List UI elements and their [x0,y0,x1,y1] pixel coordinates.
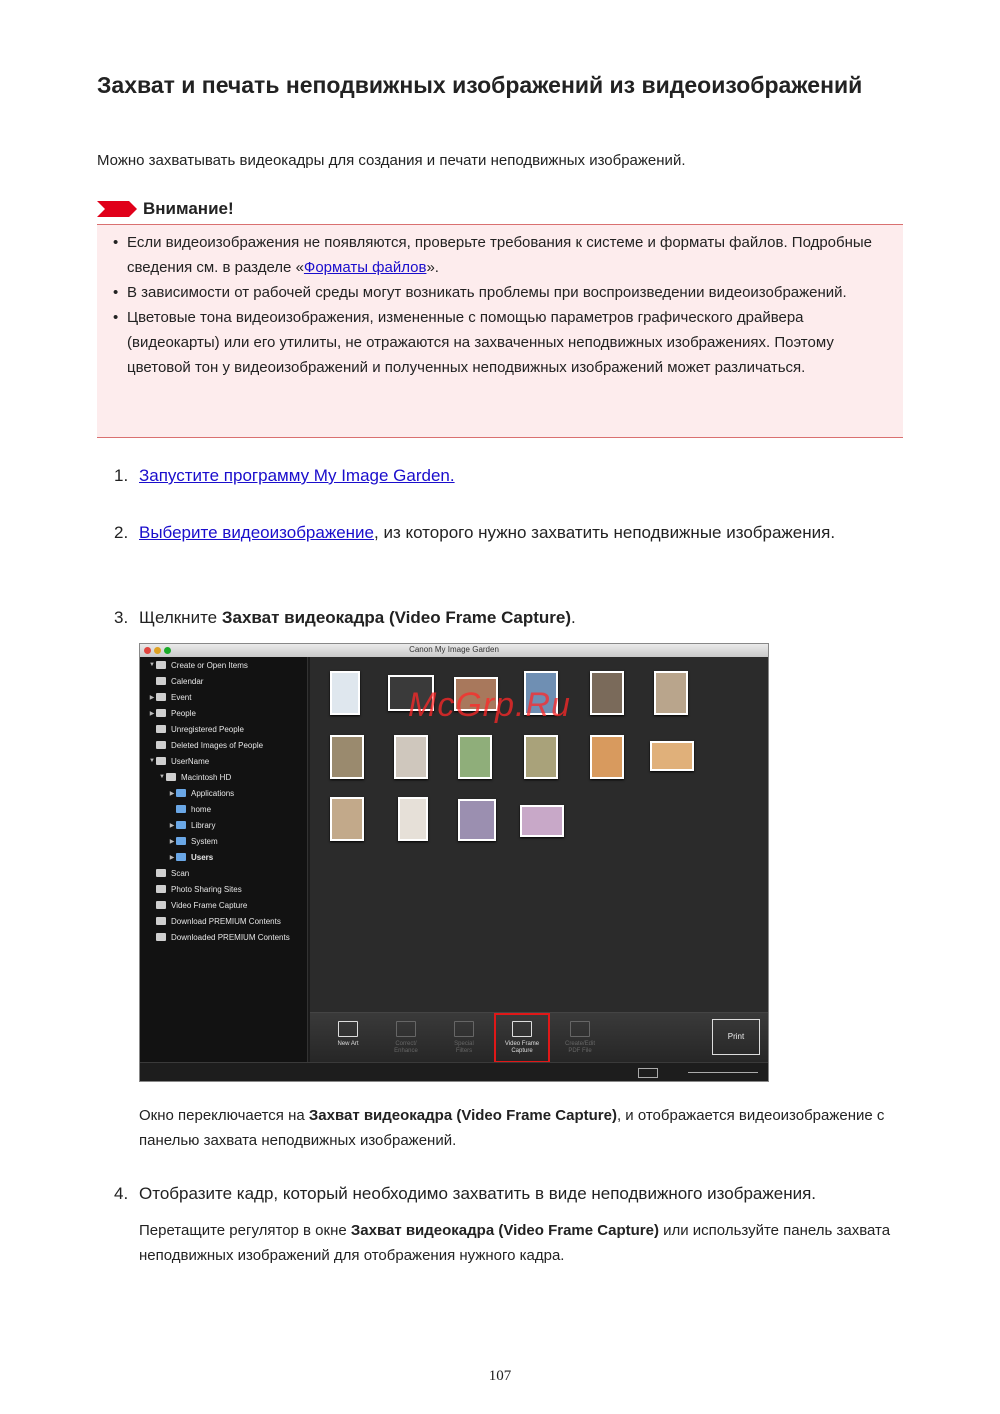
sidebar-item[interactable] [148,738,263,752]
disclosure-arrow-icon[interactable]: ▶ [149,694,155,701]
disclosure-arrow-icon[interactable]: ▼ [149,758,155,764]
folder-icon [176,789,186,797]
sidebar-item-label: Deleted Images of People [171,740,264,750]
item-icon [156,741,166,749]
tool-label: New Art [337,1041,359,1047]
disclosure-arrow-icon[interactable]: ▼ [159,774,165,780]
page-number: 107 [488,1368,512,1384]
sidebar-item[interactable] [158,770,231,784]
file-formats-link[interactable]: Форматы файлов [303,259,427,276]
toolbar-tool-button[interactable] [380,1015,432,1061]
toolbar-tool-button[interactable] [496,1015,548,1061]
step-text: Отобразите кадр, который необходимо захватить в виде неподвижного изображения. [139,1184,817,1203]
sidebar-item-label: Unregistered People [171,724,244,734]
sidebar-item[interactable] [168,834,218,848]
window-title: Canon My Image Garden [409,645,499,654]
thumbnail-image[interactable] [650,741,694,771]
sidebar-item[interactable] [148,706,196,720]
tool-icon [570,1021,590,1037]
caution-box [97,224,903,438]
sidebar-item[interactable] [168,802,211,816]
sidebar-item-label: People [171,708,196,718]
sidebar-item[interactable] [168,850,213,864]
step-number: 4. [114,1184,129,1203]
tool-icon [396,1021,416,1037]
sidebar-item-label: Event [171,692,192,702]
disclosure-arrow-icon[interactable]: ▶ [149,710,155,717]
sidebar-item-label: home [191,804,212,814]
window-titlebar [140,644,768,657]
tool-label: Enhance [394,1048,418,1054]
print-button[interactable]: Print [712,1019,760,1055]
intro-text: Можно захватывать видеокадры для создания и печати неподвижных изображений. [97,152,686,169]
sidebar-item-label: Photo Sharing Sites [171,884,242,894]
tool-label: Create/Edit [564,1041,595,1047]
bottom-toolbar [310,1012,768,1063]
sidebar [140,657,308,1062]
sidebar-item[interactable] [168,786,234,800]
disclosure-arrow-icon[interactable]: ▼ [149,662,155,668]
tool-label: Capture [511,1048,533,1054]
sidebar-item-label: Downloaded PREMIUM Contents [171,932,290,942]
zoom-slider[interactable] [688,1072,758,1073]
sidebar-item[interactable] [148,690,191,704]
sidebar-item-label: Download PREMIUM Contents [171,916,281,926]
step-number: 1. [114,466,129,485]
caution-item: • В зависимости от рабочей среды могут возникать проблемы при воспроизведении видеоизображений. [113,280,893,305]
thumbnail-image[interactable] [330,735,364,779]
folder-icon [176,821,186,829]
start-program-link[interactable]: Запустите программу My Image Garden. [139,466,455,485]
disclosure-arrow-icon[interactable]: ▶ [169,854,175,861]
thumbnail-image[interactable] [524,735,558,779]
step-text: Выберите видеоизображение, из которого нужно захватить неподвижные изображения. [139,523,836,542]
status-bar [140,1062,768,1082]
sidebar-item-label: Calendar [171,676,204,686]
note-step-4: Перетащите регулятор в окне Захват видеокадра (Video Frame Capture) или используйте панель захвата неподвижных изображений для отображения нужного кадра. [139,1222,891,1264]
disclosure-arrow-icon[interactable]: ▶ [169,838,175,845]
sidebar-item-label: Users [191,852,214,862]
sidebar-item[interactable] [148,658,248,672]
sidebar-item[interactable] [148,914,281,928]
thumbnail-image[interactable] [458,735,492,779]
item-icon [156,885,166,893]
step-text [139,462,879,490]
sidebar-item[interactable] [168,818,215,832]
sidebar-item-label: Applications [191,788,235,798]
caution-arrows-icon [97,201,137,217]
tool-icon [454,1021,474,1037]
caution-header [97,197,234,221]
thumbnail-image[interactable] [398,797,428,841]
tool-icon [512,1021,532,1037]
sidebar-item[interactable] [148,930,290,944]
page-title: Захват и печать неподвижных изображений из видеоизображений [97,72,863,98]
folder-icon [176,837,186,845]
caution-item: • Если видеоизображения не появляются, проверьте требования к системе и форматы файлов. Подробные сведения см. в разделе «Форматы файлов». [113,230,893,280]
thumbnail-image[interactable] [590,735,624,779]
tool-label: Special [454,1041,474,1047]
thumbnail-image[interactable] [330,671,360,715]
sidebar-item[interactable] [148,674,203,688]
sidebar-item[interactable] [148,866,189,880]
sidebar-item[interactable] [148,898,247,912]
item-icon [156,725,166,733]
folder-icon [176,805,186,813]
item-icon [156,869,166,877]
disclosure-arrow-icon[interactable]: ▶ [169,822,175,829]
disclosure-arrow-icon[interactable]: ▶ [169,790,175,797]
thumbnail-image[interactable] [330,797,364,841]
step-number: 2. [114,523,129,542]
item-icon [156,661,166,669]
thumbnail-image[interactable] [520,805,564,837]
item-icon [156,709,166,717]
toolbar-tool-button[interactable] [438,1015,490,1061]
step-text: Щелкните Захват видеокадра (Video Frame Capture). [139,608,576,627]
folder-icon [176,853,186,861]
thumbnail-image[interactable] [654,671,688,715]
tool-label: Correct/ [395,1041,417,1047]
caution-title: Внимание! [143,199,234,218]
toolbar-tool-button[interactable] [322,1015,374,1061]
sidebar-item-label: Scan [171,868,190,878]
tool-label: Video Frame [504,1041,540,1047]
step-number: 3. [114,608,129,627]
select-video-link[interactable]: Выберите видеоизображение [139,523,375,542]
item-icon [156,901,166,909]
sidebar-item-label: System [191,836,218,846]
watermark: McGrp.Ru [408,686,571,724]
sidebar-item-label: UserName [171,756,210,766]
caution-item: • Цветовые тона видеоизображения, измененные с помощью параметров графического драйвера (видеокарты) или его утилиты, не отражаются на захваченных неподвижных изображениях. Поэтому цветовой тон у видеоизображений и полученных неподвижных изображений может различаться. [113,305,893,380]
note-step-3: Окно переключается на Захват видеокадра (Video Frame Capture), и отображается видеоизображение с панелью захвата неподвижных изображений. [139,1107,885,1149]
sidebar-item-label: Create or Open Items [171,660,248,670]
thumbnail-image[interactable] [590,671,624,715]
sidebar-item[interactable] [148,882,242,896]
view-toggle-icon[interactable] [638,1068,658,1078]
item-icon [156,933,166,941]
sidebar-item[interactable] [148,722,244,736]
thumbnail-image[interactable] [394,735,428,779]
item-icon [156,917,166,925]
item-icon [156,677,166,685]
sidebar-item-label: Macintosh HD [181,772,232,782]
tool-label: PDF File [568,1048,592,1054]
sidebar-item-label: Library [191,820,216,830]
item-icon [156,757,166,765]
toolbar-tool-button[interactable] [554,1015,606,1061]
sidebar-item[interactable] [148,754,209,768]
tool-icon [338,1021,358,1037]
tool-label: Filters [455,1048,473,1054]
item-icon [166,773,176,781]
thumbnail-image[interactable] [458,799,496,841]
item-icon [156,693,166,701]
sidebar-item-label: Video Frame Capture [171,900,248,910]
